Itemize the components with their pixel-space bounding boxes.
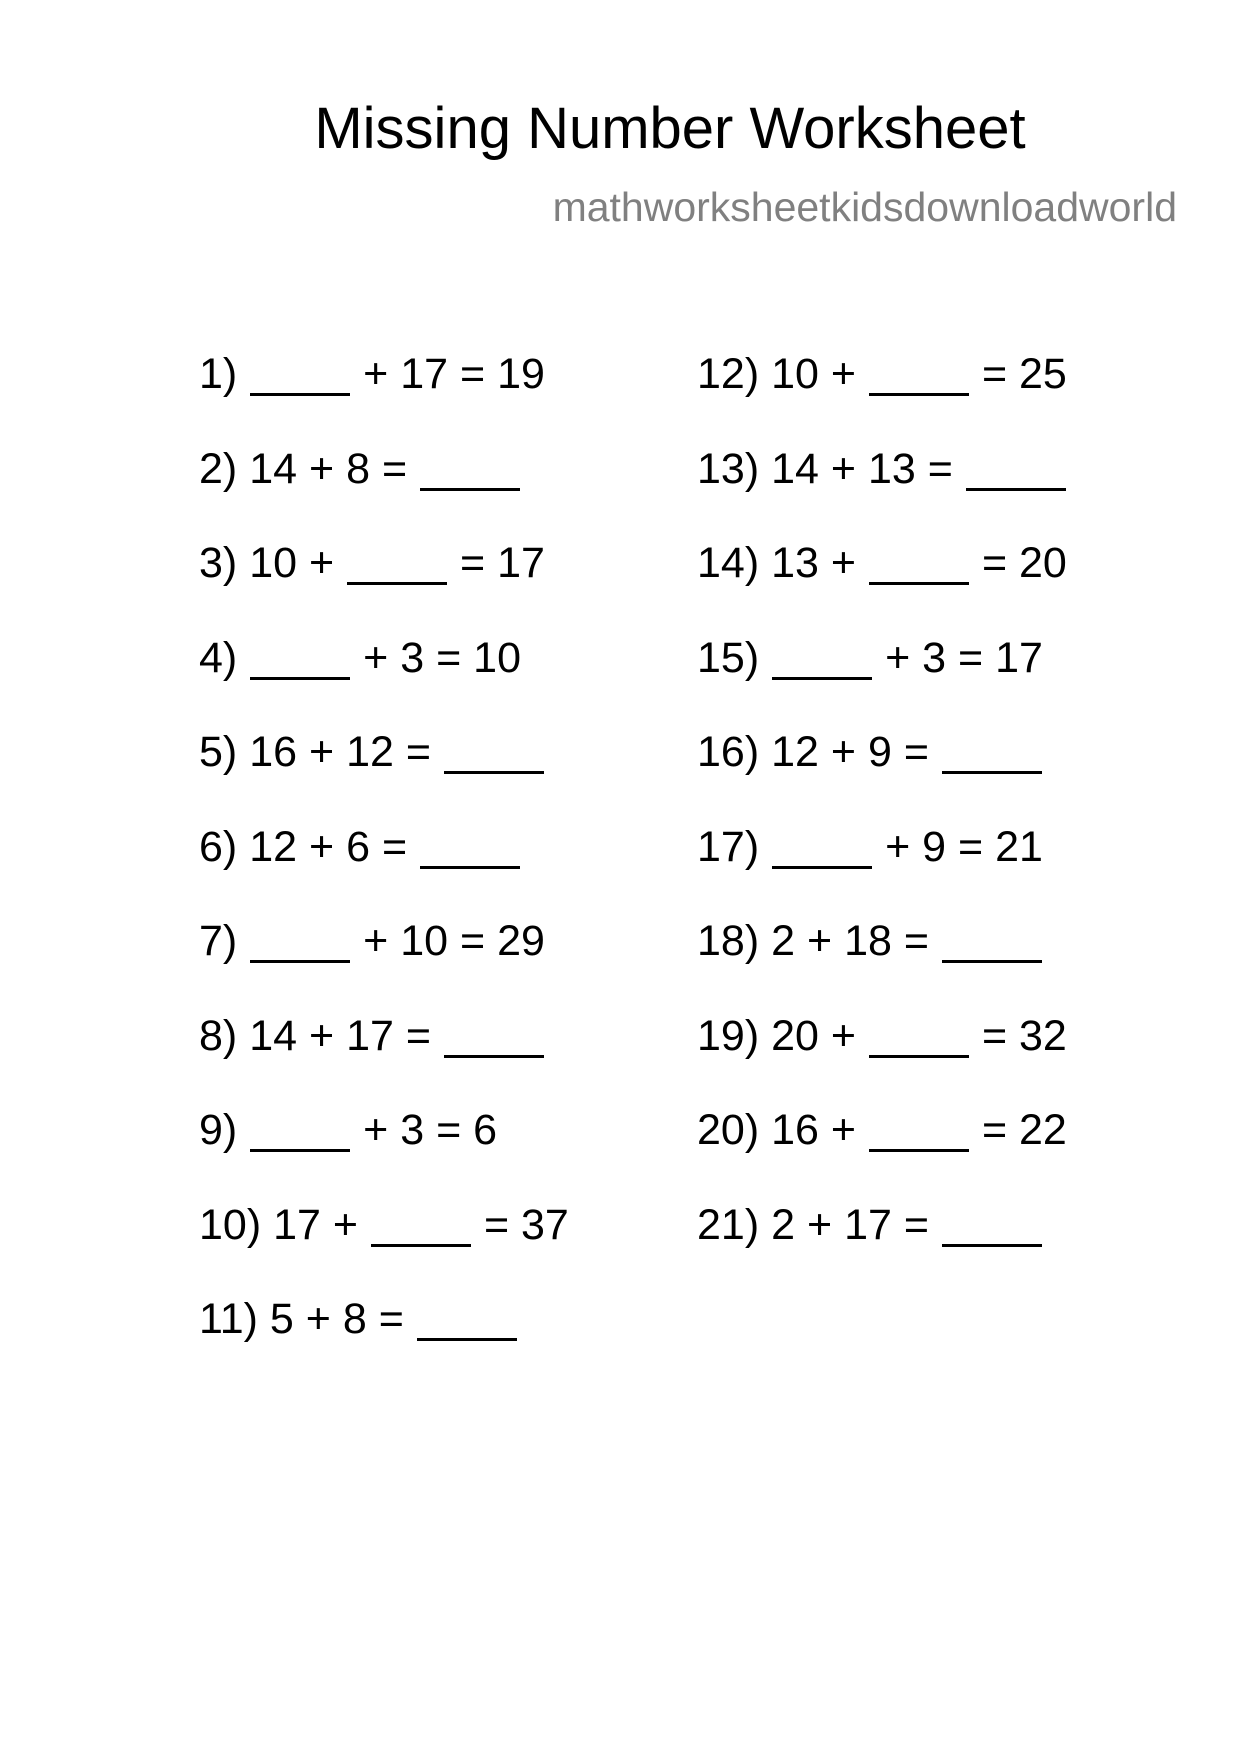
answer-blank[interactable] <box>417 1336 517 1341</box>
answer-blank[interactable] <box>869 1147 969 1152</box>
equals-sign: = <box>958 822 984 871</box>
answer-blank[interactable] <box>869 391 969 396</box>
answer-blank[interactable] <box>250 675 350 680</box>
operand: 17 <box>844 1200 892 1249</box>
operand: 9 <box>922 822 947 871</box>
operand: 3 <box>400 633 425 682</box>
operand: 20 <box>1019 539 1067 587</box>
problem-item <box>199 1006 569 1101</box>
problem-item <box>697 533 1067 628</box>
equals-sign: = <box>903 917 929 965</box>
problem-number: 17) <box>697 822 760 871</box>
answer-blank[interactable] <box>250 1147 350 1152</box>
problem-item <box>697 722 1067 817</box>
operand: 10 <box>771 350 819 398</box>
worksheet-title: Missing Number Worksheet <box>314 96 1026 161</box>
answer-blank[interactable] <box>347 580 447 585</box>
operand: 17 <box>497 539 545 587</box>
plus-operator: + <box>806 1200 833 1249</box>
problem-item <box>199 344 569 439</box>
problem-item <box>697 628 1067 723</box>
problem-item <box>199 722 569 817</box>
problem-number: 12) <box>697 350 760 398</box>
operand: 2 <box>771 917 796 965</box>
answer-blank[interactable] <box>772 675 872 680</box>
operand: 18 <box>844 917 892 965</box>
operand: 17 <box>995 633 1043 682</box>
answer-blank[interactable] <box>250 391 350 396</box>
operand: 3 <box>922 633 947 682</box>
problem-number: 11) <box>199 1295 258 1343</box>
operand: 14 <box>249 444 298 493</box>
problem-number: 16) <box>697 728 760 776</box>
answer-blank[interactable] <box>444 769 544 774</box>
operand: 12 <box>249 822 298 871</box>
answer-blank[interactable] <box>869 580 969 585</box>
plus-operator: + <box>363 350 389 398</box>
equals-sign: = <box>405 728 431 776</box>
operand: 19 <box>497 350 545 398</box>
equals-sign: = <box>381 822 408 871</box>
problem-item <box>199 1289 569 1384</box>
plus-operator: + <box>830 1106 857 1154</box>
answer-blank[interactable] <box>942 1242 1042 1247</box>
operand: 13 <box>771 539 819 587</box>
problem-number: 6) <box>199 822 238 871</box>
operand: 16 <box>249 728 298 776</box>
problem-item <box>199 911 569 1006</box>
plus-operator: + <box>305 1295 331 1343</box>
equals-sign: = <box>436 633 462 682</box>
plus-operator: + <box>363 633 389 682</box>
problem-item <box>697 439 1067 534</box>
problem-number: 4) <box>199 633 238 682</box>
operand: 20 <box>771 1011 819 1060</box>
equals-sign: = <box>981 1011 1008 1060</box>
problem-item <box>697 817 1067 912</box>
operand: 10 <box>249 539 298 587</box>
plus-operator: + <box>806 917 833 965</box>
plus-operator: + <box>830 1011 857 1060</box>
answer-blank[interactable] <box>371 1242 471 1247</box>
operand: 9 <box>867 728 892 776</box>
problem-item <box>199 1195 569 1290</box>
problem-number: 2) <box>199 444 238 493</box>
operand: 14 <box>771 444 819 493</box>
problem-item <box>697 1006 1067 1101</box>
answer-blank[interactable] <box>966 486 1066 491</box>
operand: 21 <box>995 822 1043 871</box>
problem-number: 20) <box>697 1106 760 1154</box>
problem-number: 14) <box>697 539 760 587</box>
equals-sign: = <box>903 1200 929 1249</box>
plus-operator: + <box>830 350 857 398</box>
operand: 5 <box>269 1295 294 1343</box>
plus-operator: + <box>308 822 335 871</box>
plus-operator: + <box>308 728 335 776</box>
plus-operator: + <box>830 539 857 587</box>
operand: 17 <box>346 1011 394 1060</box>
problem-number: 9) <box>199 1106 238 1154</box>
problem-number: 13) <box>697 444 760 493</box>
operand: 12 <box>771 728 819 776</box>
answer-blank[interactable] <box>942 958 1042 963</box>
operand: 17 <box>273 1200 321 1249</box>
answer-blank[interactable] <box>444 1053 544 1058</box>
equals-sign: = <box>903 728 929 776</box>
operand: 8 <box>342 1295 367 1343</box>
operand: 8 <box>346 444 370 493</box>
worksheet-source: mathworksheetkidsdownloadworld <box>552 184 1177 230</box>
answer-blank[interactable] <box>420 864 520 869</box>
operand: 32 <box>1019 1011 1067 1060</box>
equals-sign: = <box>981 350 1008 398</box>
equals-sign: = <box>460 350 486 398</box>
equals-sign: = <box>436 1106 462 1154</box>
plus-operator: + <box>830 444 857 493</box>
problem-number: 10) <box>199 1200 262 1249</box>
problem-item <box>199 533 569 628</box>
problem-number: 21) <box>697 1200 760 1249</box>
operand: 10 <box>473 633 522 682</box>
plus-operator: + <box>885 822 911 871</box>
answer-blank[interactable] <box>869 1053 969 1058</box>
equals-sign: = <box>378 1295 404 1343</box>
problem-number: 3) <box>199 539 238 587</box>
problem-number: 7) <box>199 917 238 965</box>
plus-operator: + <box>830 728 857 776</box>
equals-sign: = <box>381 444 408 493</box>
problem-item <box>199 439 569 534</box>
problem-item <box>199 1100 569 1195</box>
answer-blank[interactable] <box>420 486 520 491</box>
operand: 17 <box>400 350 449 398</box>
operand: 2 <box>771 1200 796 1249</box>
operand: 25 <box>1019 350 1067 398</box>
operand: 16 <box>771 1106 819 1154</box>
operand: 37 <box>521 1200 569 1249</box>
equals-sign: = <box>460 539 486 587</box>
plus-operator: + <box>308 539 335 587</box>
problem-number: 8) <box>199 1011 238 1060</box>
equals-sign: = <box>460 917 486 965</box>
problem-number: 18) <box>697 917 760 965</box>
problem-item <box>697 344 1067 439</box>
equals-sign: = <box>483 1200 510 1249</box>
plus-operator: + <box>363 917 389 965</box>
operand: 6 <box>473 1106 498 1154</box>
answer-blank[interactable] <box>942 769 1042 774</box>
problem-number: 5) <box>199 728 238 776</box>
operand: 14 <box>249 1011 298 1060</box>
operand: 22 <box>1019 1106 1067 1154</box>
operand: 13 <box>867 444 916 493</box>
plus-operator: + <box>332 1200 359 1249</box>
problem-column-left <box>199 344 569 1384</box>
problem-column-right <box>697 344 1067 1289</box>
equals-sign: = <box>981 1106 1008 1154</box>
plus-operator: + <box>308 1011 335 1060</box>
problem-item <box>697 911 1067 1006</box>
problem-number: 15) <box>697 633 760 682</box>
equals-sign: = <box>981 539 1008 587</box>
answer-blank[interactable] <box>250 958 350 963</box>
plus-operator: + <box>363 1106 389 1154</box>
operand: 29 <box>497 917 545 965</box>
problem-item <box>199 817 569 912</box>
operand: 3 <box>400 1106 425 1154</box>
problem-item <box>697 1195 1067 1290</box>
equals-sign: = <box>927 444 953 493</box>
equals-sign: = <box>405 1011 431 1060</box>
problem-item <box>697 1100 1067 1195</box>
operand: 10 <box>400 917 449 965</box>
answer-blank[interactable] <box>772 864 872 869</box>
operand: 6 <box>346 822 370 871</box>
plus-operator: + <box>885 633 911 682</box>
operand: 12 <box>346 728 394 776</box>
problem-number: 1) <box>199 350 238 398</box>
problem-item <box>199 628 569 723</box>
plus-operator: + <box>308 444 335 493</box>
equals-sign: = <box>958 633 984 682</box>
problem-number: 19) <box>697 1011 760 1060</box>
